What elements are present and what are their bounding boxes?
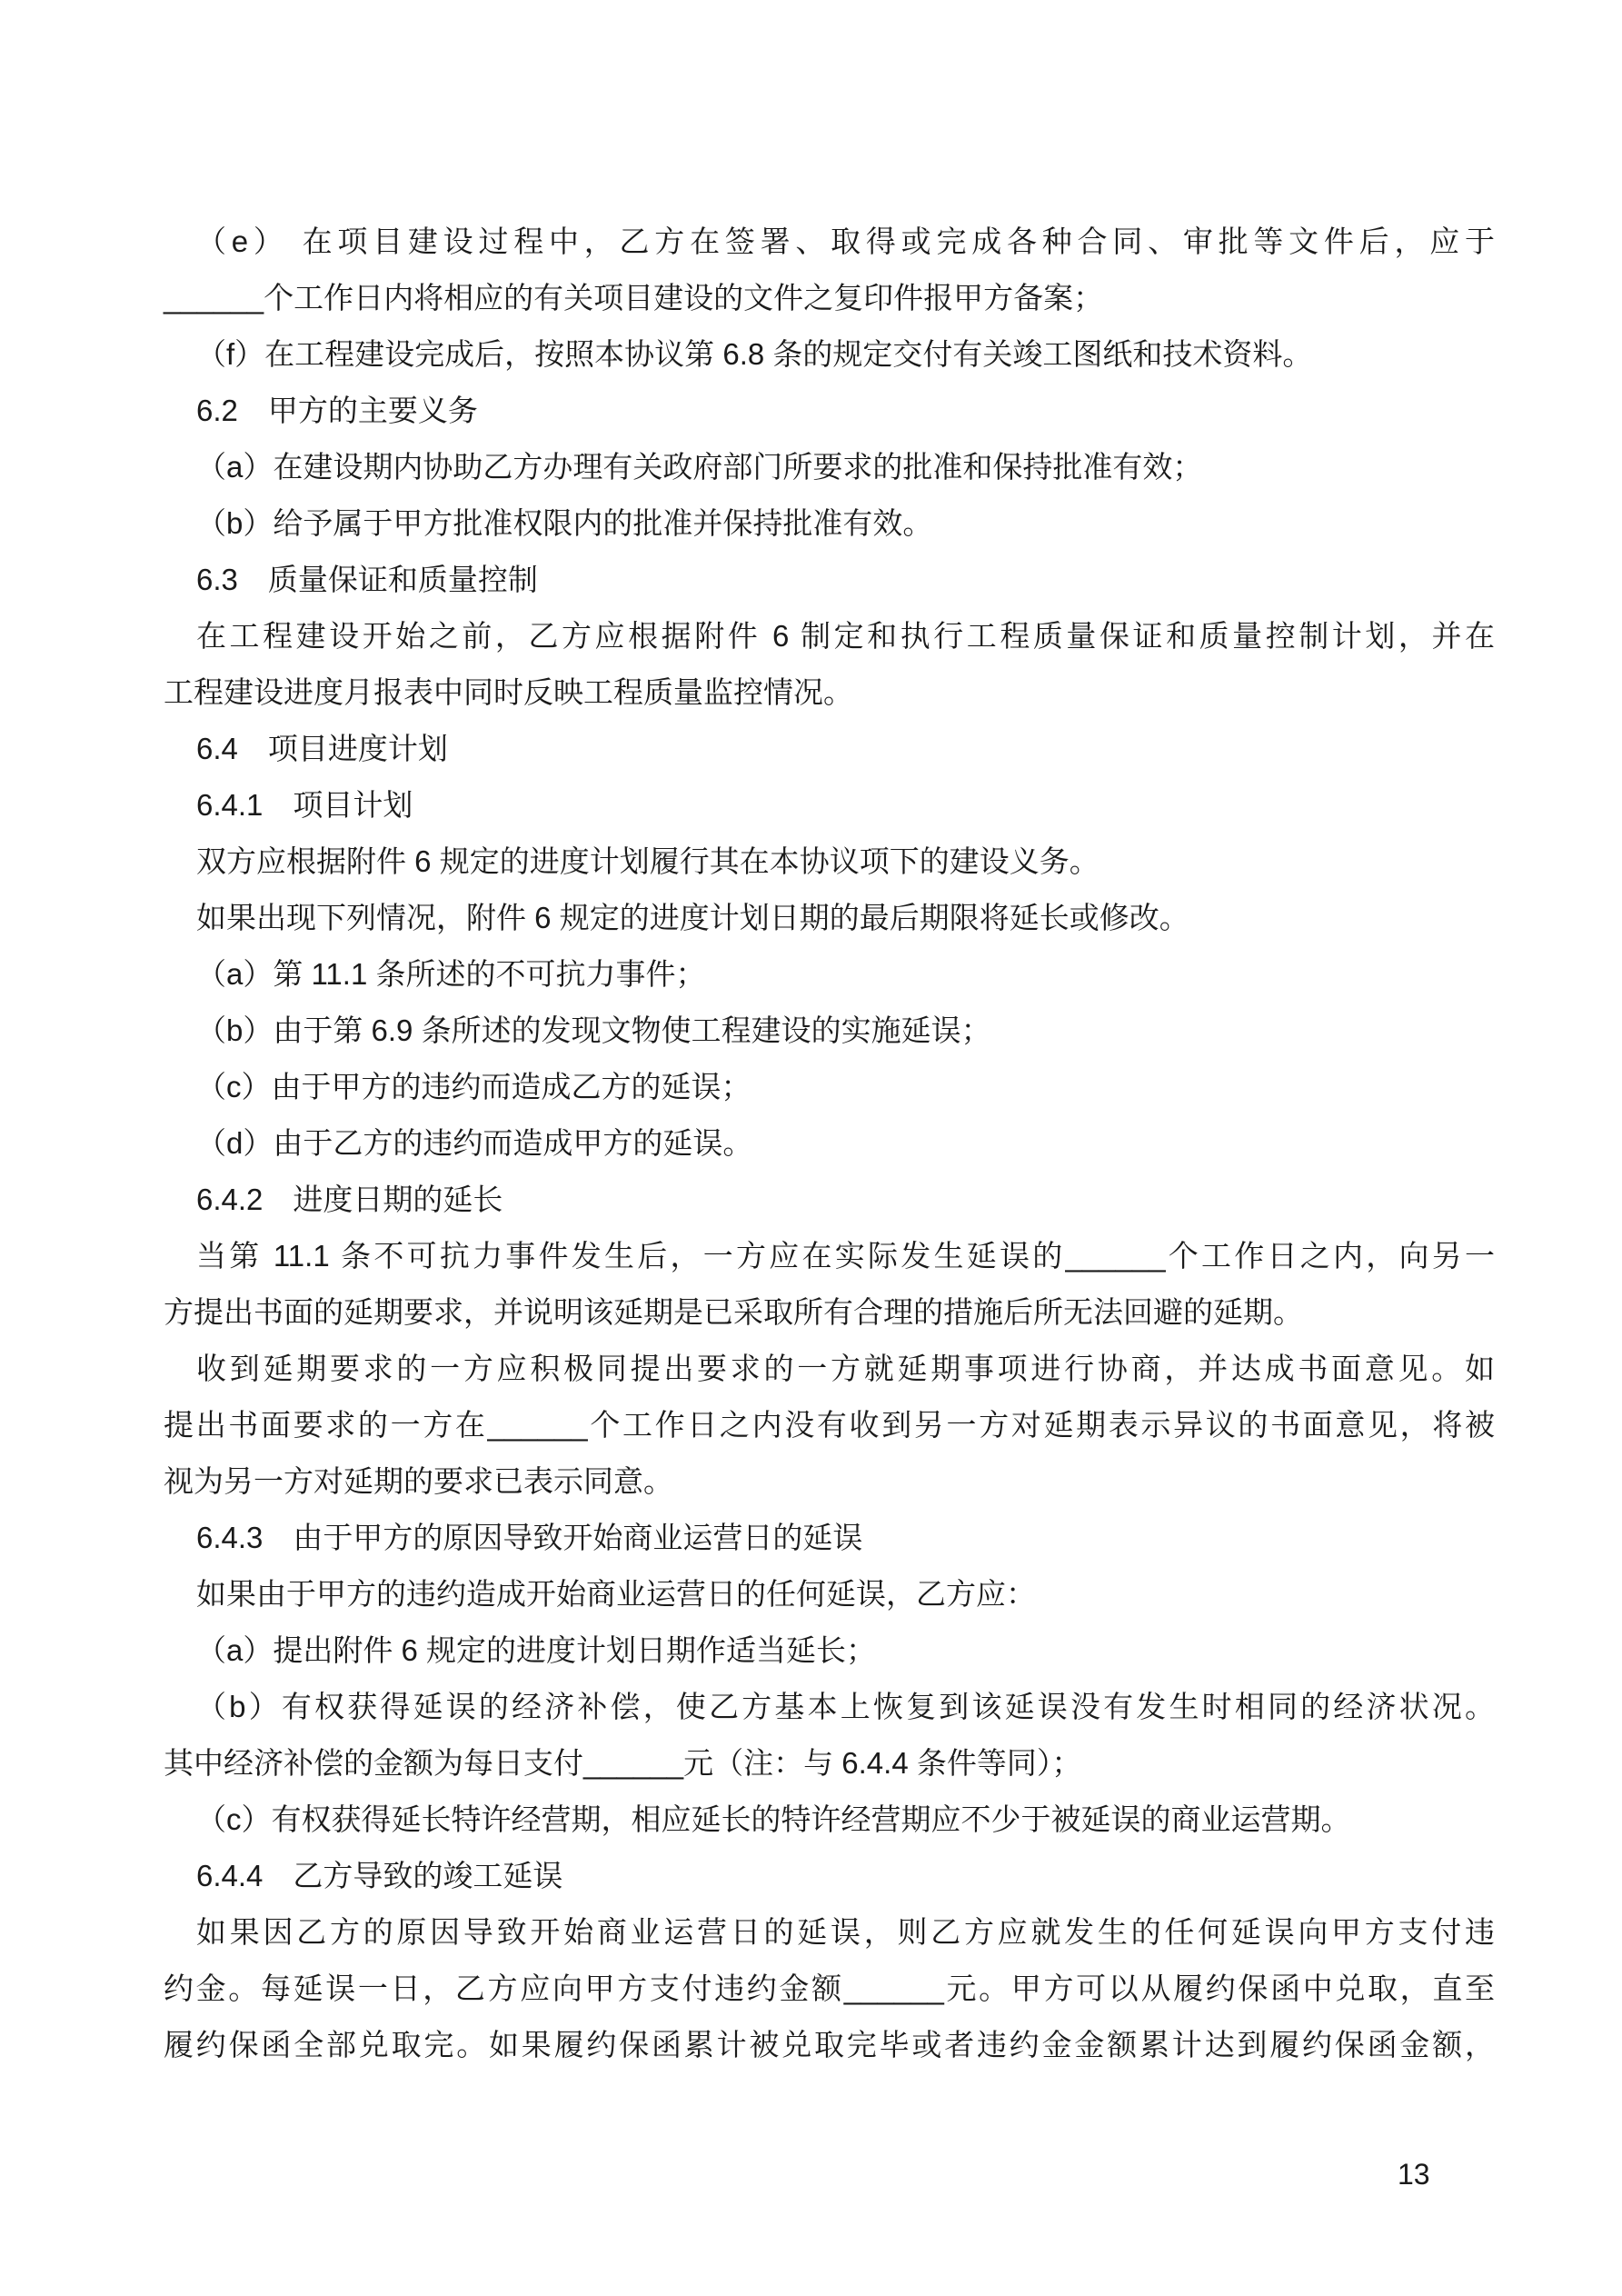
- document-line: （c）由于甲方的违约而造成乙方的延误；: [196, 1070, 751, 1103]
- document-line: （a）提出附件 6 规定的进度计划日期作适当延长；: [196, 1633, 877, 1667]
- document-line: 提出书面要求的一方在______个工作日之内没有收到另一方对延期表示异议的书面意见，将被: [164, 1408, 1495, 1442]
- document-line: 6.4.3 由于甲方的原因导致开始商业运营日的延误: [196, 1521, 863, 1554]
- document-line: 方提出书面的延期要求，并说明该延期是已采取所有合理的措施后所无法回避的延期。: [164, 1295, 1303, 1329]
- document-line: 工程建设进度月报表中同时反映工程质量监控情况。: [164, 675, 853, 709]
- document-line: 6.3 质量保证和质量控制: [196, 563, 538, 596]
- document-line: 如果出现下列情况，附件 6 规定的进度计划日期的最后期限将延长或修改。: [196, 901, 1189, 934]
- page-number: 13: [1398, 2158, 1430, 2191]
- document-line: 在工程建设开始之前，乙方应根据附件 6 制定和执行工程质量保证和质量控制计划，并在: [196, 619, 1495, 653]
- document-line: （a）在建设期内协助乙方办理有关政府部门所要求的批准和保持批准有效；: [196, 450, 1203, 484]
- document-line: （b）给予属于甲方批准权限内的批准并保持批准有效。: [196, 506, 933, 540]
- document-line: 6.4.4 乙方导致的竣工延误: [196, 1859, 563, 1892]
- document-line: （c）有权获得延长特许经营期，相应延长的特许经营期应不少于被延误的商业运营期。: [196, 1802, 1351, 1836]
- document-line: 当第 11.1 条不可抗力事件发生后，一方应在实际发生延误的______个工作日之内，向另一: [196, 1239, 1495, 1273]
- document-line: 如果因乙方的原因导致开始商业运营日的延误，则乙方应就发生的任何延误向甲方支付违: [196, 1915, 1495, 1949]
- document-line: 6.2 甲方的主要义务: [196, 394, 478, 427]
- document-line: 如果由于甲方的违约造成开始商业运营日的任何延误，乙方应：: [196, 1577, 1036, 1611]
- document-line: 履约保函全部兑取完。如果履约保函累计被兑取完毕或者违约金金额累计达到履约保函金额，: [164, 2028, 1495, 2061]
- document-line: ______个工作日内将相应的有关项目建设的文件之复印件报甲方备案；: [164, 281, 1104, 314]
- document-line: （b）由于第 6.9 条所述的发现文物使工程建设的实施延误；: [196, 1013, 991, 1047]
- document-line: 双方应根据附件 6 规定的进度计划履行其在本协议项下的建设义务。: [196, 844, 1100, 878]
- document-line: （f）在工程建设完成后，按照本协议第 6.8 条的规定交付有关竣工图纸和技术资料。: [196, 337, 1313, 371]
- document-line: （a）第 11.1 条所述的不可抗力事件；: [196, 957, 706, 991]
- document-line: 约金。每延误一日，乙方应向甲方支付违约金额______元。甲方可以从履约保函中兑取，直至: [164, 1972, 1495, 2005]
- document-line: 收到延期要求的一方应积极同提出要求的一方就延期事项进行协商，并达成书面意见。如: [196, 1352, 1495, 1385]
- document-line: 6.4.2 进度日期的延长: [196, 1183, 503, 1216]
- document-line: （d）由于乙方的违约而造成甲方的延误。: [196, 1126, 753, 1160]
- document-line: 6.4.1 项目计划: [196, 788, 413, 822]
- document-line: （e） 在项目建设过程中，乙方在签署、取得或完成各种合同、审批等文件后，应于: [196, 225, 1495, 258]
- text-block: [164, 214, 1495, 2073]
- document-line: 6.4 项目进度计划: [196, 732, 448, 765]
- document-line: 视为另一方对延期的要求已表示同意。: [164, 1464, 673, 1498]
- document-line: （b）有权获得延误的经济补偿，使乙方基本上恢复到该延误没有发生时相同的经济状况。: [196, 1690, 1495, 1723]
- document-line: 其中经济补偿的金额为每日支付______元（注：与 6.4.4 条件等同）；: [164, 1746, 1082, 1780]
